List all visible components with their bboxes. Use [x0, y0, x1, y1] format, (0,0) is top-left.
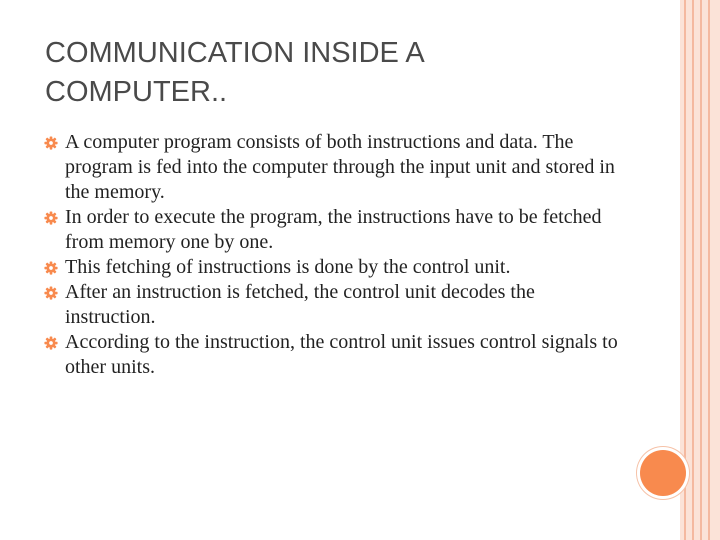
bullet-item [44, 130, 624, 205]
decorative-circle [640, 450, 686, 496]
bullet-item [44, 330, 624, 380]
bullet-list [44, 130, 624, 380]
gear-icon [44, 261, 58, 275]
bullet-text: This fetching of instructions is done by the control unit. [65, 256, 511, 278]
band-line [692, 0, 694, 540]
bullet-item [44, 280, 624, 330]
gear-icon [44, 336, 58, 350]
bullet-text: In order to execute the program, the instructions have to be fetched from memory one by one. [65, 206, 602, 253]
band-line [708, 0, 710, 540]
bullet-text: A computer program consists of both instructions and data. The program is fed into the computer through the input unit and stored in the memory. [65, 131, 615, 203]
band-line [684, 0, 686, 540]
gear-icon [44, 211, 58, 225]
gear-icon [44, 286, 58, 300]
band-line [700, 0, 702, 540]
bullet-item [44, 205, 624, 255]
gear-icon [44, 136, 58, 150]
bullet-text: After an instruction is fetched, the control unit decodes the instruction. [65, 281, 535, 328]
slide-title: COMMUNICATION INSIDE A COMPUTER.. [45, 37, 424, 108]
bullet-item [44, 255, 624, 280]
bullet-text: According to the instruction, the control unit issues control signals to other units. [65, 331, 618, 378]
